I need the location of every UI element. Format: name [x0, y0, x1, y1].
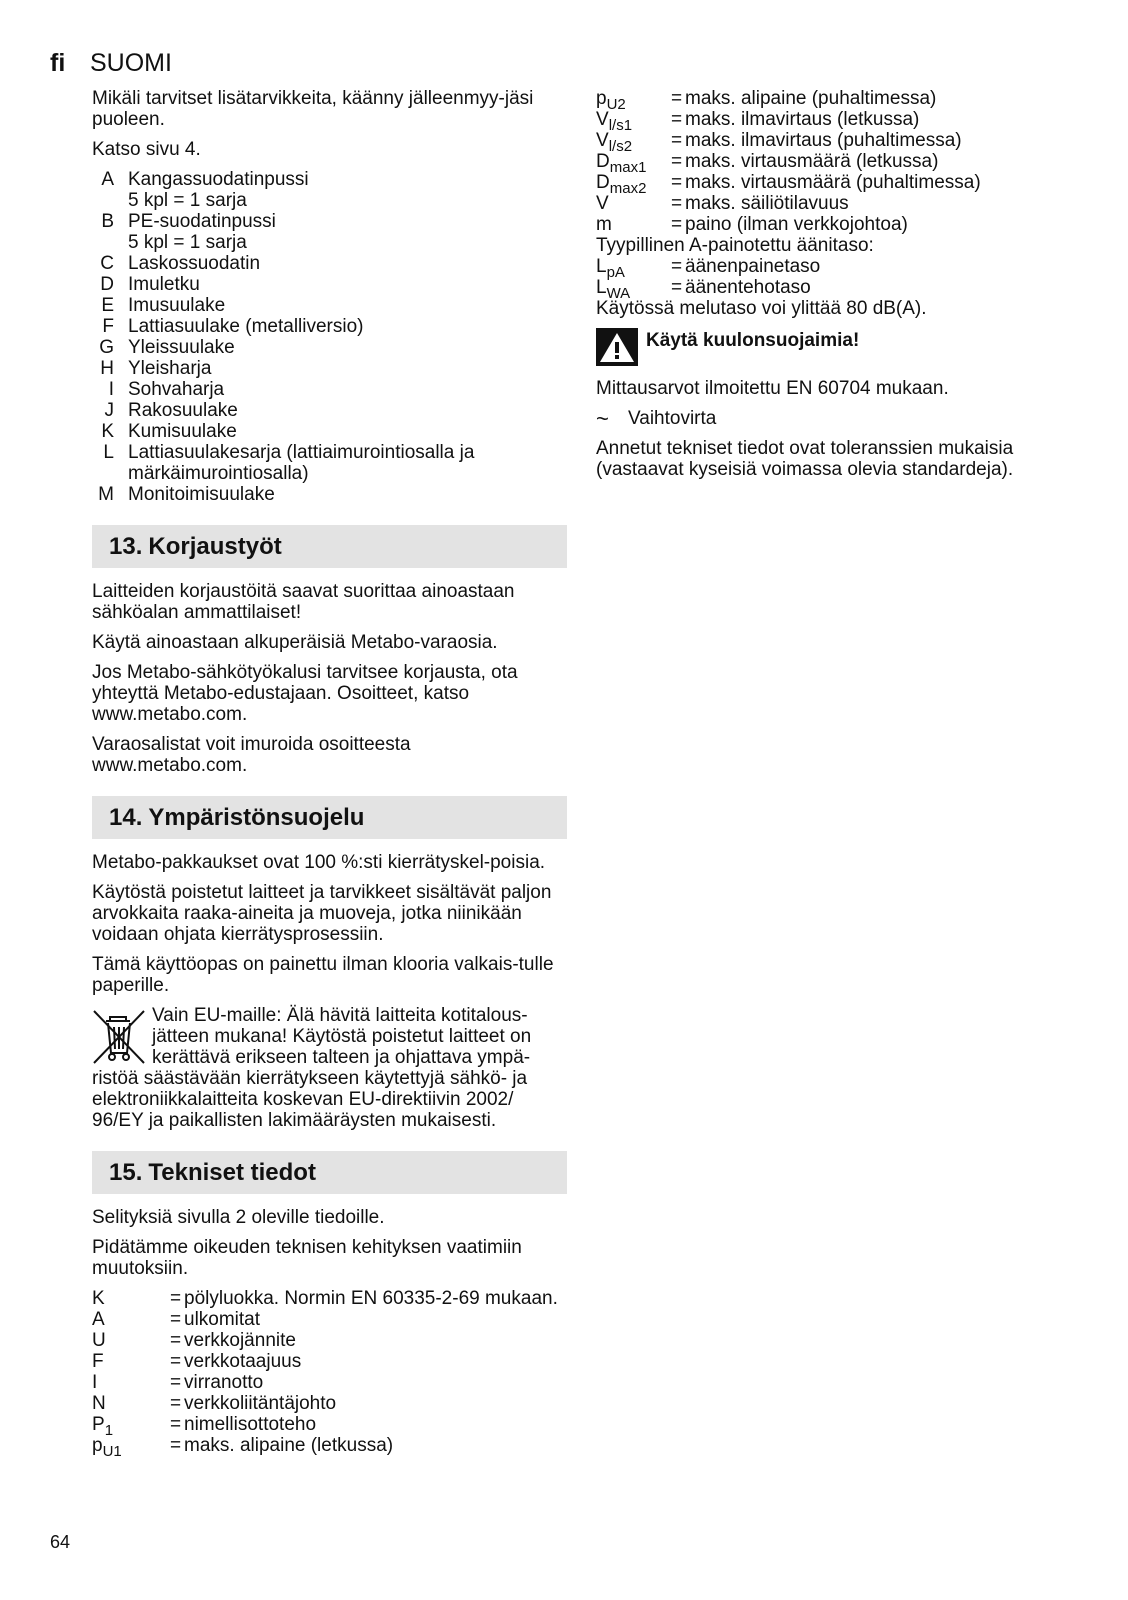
symbol-letter: I — [92, 1372, 98, 1393]
noise-definitions — [596, 256, 1086, 302]
spec-symbol — [596, 214, 671, 235]
right-column — [596, 88, 1086, 489]
accessory-item — [92, 295, 567, 316]
eu-note-text: Vain EU-maille: Älä hävitä laitteita kotitalous-jätteen mukana! Käytöstä poistetut laitteet on kerättävä erikseen talteen ja ohjattava ympä-ristöä säästävään kierrätykseen käytettyjä sähkö- ja elektroniikkalaitteita koskevan EU-direktiivin 2002/ 96/EY ja paikallisten lakimääräysten mukaisesti. — [92, 1005, 532, 1131]
accessory-name: Rakosuulake — [128, 400, 238, 421]
equals-sign: = — [671, 193, 683, 214]
accessory-text — [128, 484, 567, 505]
noise-intro: Tyypillinen A-painotettu äänitaso: — [596, 235, 874, 256]
accessory-name: Laskossuodatin — [128, 253, 261, 274]
accessory-key: E — [101, 295, 114, 316]
equals-sign: = — [671, 277, 683, 298]
eu-disposal-note — [92, 1005, 567, 1131]
spec-definition — [596, 109, 1086, 134]
accessory-name: Yleisharja — [128, 358, 212, 379]
left-column — [92, 88, 567, 1460]
accessory-key: H — [100, 358, 114, 379]
symbol-letter: m — [596, 214, 612, 235]
spec-description: äänentehotaso — [685, 277, 811, 298]
spec-description: maks. ilmavirtaus (puhaltimessa) — [685, 130, 962, 151]
spec-description: virranotto — [184, 1372, 264, 1393]
symbol-letter: p — [92, 1435, 103, 1456]
symbol-letter: F — [92, 1351, 104, 1372]
symbol-letter: U — [92, 1330, 106, 1351]
accessory-key: F — [102, 316, 114, 337]
paragraph: Jos Metabo-sähkötyökalusi tarvitsee korjausta, ota yhteyttä Metabo-edustajaan. Osoitteet, katso www.metabo.com. — [92, 662, 518, 725]
spec-symbol — [92, 1414, 170, 1439]
spec-symbol — [596, 109, 671, 134]
symbol-letter: D — [596, 151, 610, 172]
spec-definition — [596, 277, 1086, 302]
accessory-item — [92, 169, 567, 211]
page-number: 64 — [50, 1532, 71, 1552]
warning-text: Käytä kuulonsuojaimia! — [646, 330, 860, 351]
spec-definition — [596, 151, 1086, 176]
equals-sign: = — [671, 88, 683, 109]
alternating-current-legend — [596, 408, 1086, 429]
spec-definition — [92, 1330, 567, 1351]
ac-label: Vaihtovirta — [628, 408, 717, 429]
accessory-key: L — [103, 442, 114, 463]
accessory-text — [128, 295, 567, 316]
equals-sign: = — [671, 256, 683, 277]
section-heading-14 — [92, 796, 567, 839]
symbol-letter: N — [92, 1393, 106, 1414]
accessory-text — [128, 337, 567, 358]
accessory-text — [128, 400, 567, 421]
spec-definition — [92, 1309, 567, 1330]
spec-description: maks. säiliötilavuus — [685, 193, 849, 214]
accessory-name: Lattiasuulake (metalliversio) — [128, 316, 364, 337]
spec-description: pölyluokka. Normin EN 60335-2-69 mukaan. — [184, 1288, 558, 1309]
accessory-name: Monitoimisuulake — [128, 484, 275, 505]
spec-description: ulkomitat — [184, 1309, 261, 1330]
symbol-letter: A — [92, 1309, 105, 1330]
spec-definition — [596, 130, 1086, 155]
accessory-item — [92, 421, 567, 442]
spec-definition — [596, 88, 1086, 113]
crossed-bin-icon — [90, 1007, 148, 1067]
accessory-key: B — [101, 211, 114, 232]
equals-sign: = — [170, 1414, 182, 1435]
spec-symbol — [92, 1330, 170, 1351]
section-title: Ympäristönsuojelu — [148, 804, 365, 831]
accessory-key: A — [101, 169, 114, 190]
accessory-name: Kangassuodatinpussi — [128, 169, 309, 190]
spec-description: maks. alipaine (letkussa) — [184, 1435, 394, 1456]
spec-definition — [596, 214, 1086, 235]
symbol-letter: V — [596, 109, 609, 130]
spec-definition — [596, 193, 1086, 214]
spec-description: verkkojännite — [184, 1330, 296, 1351]
spec-description: paino (ilman verkkojohtoa) — [685, 214, 908, 235]
section-number: 13. — [109, 533, 143, 560]
accessory-key: G — [99, 337, 114, 358]
symbol-subscript: l/s1 — [608, 117, 633, 134]
symbol-subscript: U1 — [102, 1443, 122, 1460]
spec-definition — [92, 1372, 567, 1393]
accessory-text — [128, 316, 567, 337]
spec-definition — [92, 1351, 567, 1372]
accessory-name: Lattiasuulakesarja (lattiaimurointiosalla ja märkäimurointiosalla) — [128, 442, 475, 484]
symbol-letter: V — [596, 130, 609, 151]
spec-description: nimellisottoteho — [184, 1414, 317, 1435]
spec-description: maks. ilmavirtaus (letkussa) — [685, 109, 920, 130]
spec-symbol — [92, 1309, 170, 1330]
page-header — [50, 48, 172, 78]
spec-symbol — [92, 1372, 170, 1393]
accessory-name: PE-suodatinpussi — [128, 211, 276, 232]
equals-sign: = — [671, 172, 683, 193]
accessory-key: D — [100, 274, 114, 295]
accessory-item — [92, 442, 567, 484]
section-number: 14. — [109, 804, 143, 831]
equals-sign: = — [170, 1330, 182, 1351]
symbol-subscript: WA — [606, 285, 631, 302]
spec-symbol — [92, 1288, 170, 1309]
accessory-item — [92, 484, 567, 505]
accessory-name: Imusuulake — [128, 295, 226, 316]
equals-sign: = — [671, 109, 683, 130]
symbol-letter: D — [596, 172, 610, 193]
symbol-subscript: pA — [606, 264, 625, 281]
accessory-name: Imuletku — [128, 274, 200, 295]
spec-symbol — [596, 172, 671, 197]
accessory-item — [92, 274, 567, 295]
accessory-item — [92, 358, 567, 379]
accessory-item — [92, 337, 567, 358]
spec-description: maks. virtausmäärä (letkussa) — [685, 151, 939, 172]
spec-definitions-right — [596, 88, 1086, 235]
accessory-item — [92, 211, 567, 253]
spec-definition — [92, 1288, 567, 1309]
spec-symbol — [596, 277, 671, 302]
equals-sign: = — [170, 1393, 182, 1414]
symbol-letter: p — [596, 88, 607, 109]
accessory-key: K — [101, 421, 114, 442]
symbol-subscript: max1 — [609, 159, 647, 176]
equals-sign: = — [170, 1288, 182, 1309]
section-title: Tekniset tiedot — [148, 1159, 316, 1186]
equals-sign: = — [671, 151, 683, 172]
section-heading-15 — [92, 1151, 567, 1194]
paragraph: Tämä käyttöopas on painettu ilman klooria valkais-tulle paperille. — [92, 954, 554, 996]
spec-definition — [596, 172, 1086, 197]
accessory-text — [128, 379, 567, 400]
section-heading-13 — [92, 525, 567, 568]
accessory-key: J — [104, 400, 114, 421]
accessory-text — [128, 169, 567, 211]
spec-definition — [596, 256, 1086, 281]
spec-description: maks. alipaine (puhaltimessa) — [685, 88, 937, 109]
spec-description: verkkotaajuus — [184, 1351, 302, 1372]
accessory-text — [128, 253, 567, 274]
equals-sign: = — [671, 130, 683, 151]
measurement-note: Mittausarvot ilmoitettu EN 60704 mukaan. — [596, 378, 949, 399]
accessory-text — [128, 442, 567, 484]
symbol-subscript: max2 — [609, 180, 647, 197]
accessories-intro: Mikäli tarvitset lisätarvikkeita, käänny jälleenmyy-jäsi puoleen. — [92, 88, 534, 130]
paragraph: Selityksiä sivulla 2 oleville tiedoille. — [92, 1207, 385, 1228]
accessory-name: Sohvaharja — [128, 379, 225, 400]
equals-sign: = — [170, 1309, 182, 1330]
spec-definition — [92, 1393, 567, 1414]
accessory-name: Yleissuulake — [128, 337, 235, 358]
spec-symbol — [596, 151, 671, 176]
spec-symbol — [92, 1393, 170, 1414]
accessory-item — [92, 253, 567, 274]
accessory-item — [92, 379, 567, 400]
equals-sign: = — [671, 214, 683, 235]
equals-sign: = — [170, 1351, 182, 1372]
accessory-key: I — [108, 379, 114, 400]
accessory-text — [128, 274, 567, 295]
paragraph: Laitteiden korjaustöitä saavat suorittaa ainoastaan sähköalan ammattilaiset! — [92, 581, 515, 623]
symbol-letter: V — [596, 193, 609, 214]
spec-symbol — [92, 1435, 170, 1460]
accessory-item — [92, 400, 567, 421]
spec-description: äänenpainetaso — [685, 256, 821, 277]
spec-definition — [92, 1414, 567, 1439]
accessories-list — [92, 169, 567, 505]
paragraph: Pidätämme oikeuden teknisen kehityksen vaatimiin muutoksiin. — [92, 1237, 522, 1279]
accessories-see-page: Katso sivu 4. — [92, 139, 201, 160]
accessory-item — [92, 316, 567, 337]
warning-triangle-icon — [596, 328, 638, 366]
spec-symbol — [596, 130, 671, 155]
noise-note: Käytössä melutaso voi ylittää 80 dB(A). — [596, 298, 927, 319]
equals-sign: = — [170, 1435, 182, 1456]
accessory-pack-size: 5 kpl = 1 sarja — [128, 190, 247, 211]
paragraph: Käytä ainoastaan alkuperäisiä Metabo-varaosia. — [92, 632, 498, 653]
hearing-protection-warning — [596, 328, 1086, 366]
symbol-subscript: U2 — [606, 96, 626, 113]
accessory-key: M — [98, 484, 114, 505]
tolerance-note: Annetut tekniset tiedot ovat toleranssien mukaisia (vastaavat kyseisiä voimassa olevia standardeja). — [596, 438, 1014, 480]
accessory-text — [128, 211, 567, 253]
paragraph: Varaosalistat voit imuroida osoitteesta www.metabo.com. — [92, 734, 411, 776]
symbol-letter: L — [596, 256, 607, 277]
spec-symbol — [92, 1351, 170, 1372]
paragraph: Metabo-pakkaukset ovat 100 %:sti kierrätyskel-poisia. — [92, 852, 546, 873]
symbol-letter: P — [92, 1414, 105, 1435]
paragraph: Käytöstä poistetut laitteet ja tarvikkeet sisältävät paljon arvokkaita raaka-aineita ja muoveja, jotka niinikään voidaan ohjata kierrätysprosessiin. — [92, 882, 552, 945]
spec-definitions-left — [92, 1288, 567, 1460]
section-title: Korjaustyöt — [148, 533, 282, 560]
spec-symbol — [596, 256, 671, 281]
spec-definition — [92, 1435, 567, 1460]
accessory-key: C — [100, 253, 114, 274]
spec-description: maks. virtausmäärä (puhaltimessa) — [685, 172, 981, 193]
spec-description: verkkoliitäntäjohto — [184, 1393, 337, 1414]
accessory-text — [128, 421, 567, 442]
symbol-letter: K — [92, 1288, 105, 1309]
equals-sign: = — [170, 1372, 182, 1393]
accessory-name: Kumisuulake — [128, 421, 237, 442]
symbol-subscript: 1 — [104, 1422, 114, 1439]
spec-symbol — [596, 193, 671, 214]
symbol-letter: L — [596, 277, 607, 298]
language-name: SUOMI — [90, 49, 172, 77]
ac-symbol: ~ — [596, 406, 609, 431]
language-code: fi — [50, 49, 66, 77]
section-number: 15. — [109, 1159, 143, 1186]
accessory-pack-size: 5 kpl = 1 sarja — [128, 232, 247, 253]
symbol-subscript: l/s2 — [608, 138, 633, 155]
accessory-text — [128, 358, 567, 379]
spec-symbol — [596, 88, 671, 113]
